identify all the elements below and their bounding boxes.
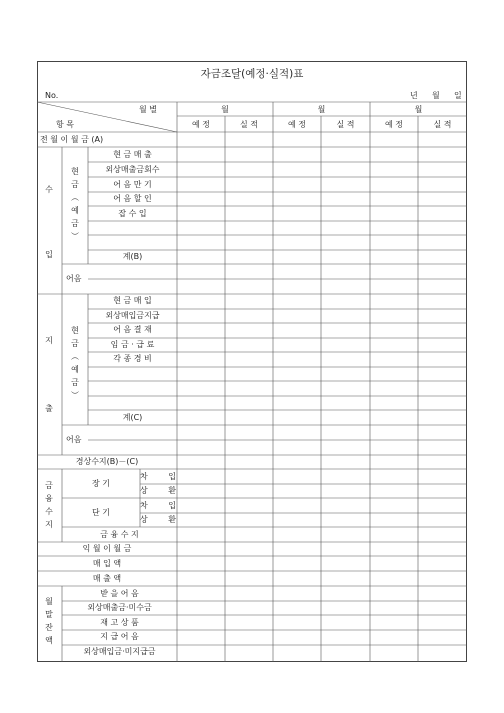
expense-section-char-1: 지 (45, 336, 53, 345)
income-section-char-2: 입 (45, 250, 53, 259)
finance-short-term-label: 단 기 (92, 508, 110, 517)
carry-in-label: 전 월 이 월 금 (A) (40, 135, 104, 144)
income-bill-label: 어음 (66, 274, 82, 283)
finance-long-repay: 상 환 (140, 486, 185, 495)
no-label: No. (45, 91, 59, 100)
header-month-col-3: 월 (414, 105, 423, 114)
expense-item-payable-payment: 외상매입금지급 (105, 311, 160, 320)
date-day-label: 일 (454, 91, 462, 100)
month-end-payables: 외상매입금·미지급금 (83, 647, 156, 656)
income-item-bill-discount: 어 음 할 인 (113, 194, 152, 203)
income-item-cash-sales: 현 금 매 출 (113, 150, 152, 159)
income-section-char-1: 수 (45, 185, 53, 194)
header-month-label: 월 별 (139, 105, 157, 114)
expense-section-char-2: 출 (45, 404, 53, 413)
sales-amount-label: 매 출 액 (92, 574, 122, 583)
expense-item-bill-settlement: 어 음 결 재 (113, 325, 152, 334)
income-item-bill-maturity: 어 음 만 기 (113, 180, 152, 189)
form-title: 자금조달(예정·실적)표 (200, 68, 304, 80)
header-sub-actual-3: 실 적 (433, 120, 452, 129)
date-month-label: 월 (432, 91, 440, 100)
expense-subtotal-label: 계(C) (122, 413, 143, 422)
finance-long-term-label: 장 기 (92, 479, 110, 488)
expense-item-expenses: 각 종 경 비 (113, 354, 152, 363)
month-end-receivables: 외상매출금·미수금 (87, 603, 152, 612)
month-end-notes-payable: 지 급 어 음 (100, 632, 139, 641)
month-end-section-label: 월 말 잔 액 (45, 597, 53, 645)
expense-bill-label: 어음 (66, 435, 82, 444)
expense-item-wages: 임 금 · 급 료 (110, 340, 155, 349)
purchase-amount-label: 매 입 액 (92, 559, 122, 568)
header-item-label: 항 목 (56, 120, 74, 129)
finance-balance-label: 금 융 수 지 (100, 530, 139, 539)
header-sub-planned-2: 예 정 (288, 120, 306, 129)
header-sub-planned-3: 예 정 (385, 120, 403, 129)
date-year-label: 년 (410, 91, 418, 100)
header-month-col-1: 월 (221, 105, 229, 114)
header-sub-planned-1: 예 정 (192, 120, 210, 129)
finance-short-repay: 상 환 (140, 515, 185, 524)
header-sub-actual-1: 실 적 (240, 120, 258, 129)
expense-cash-group-label: 현 금 ︵ 예 금 ︶ (71, 326, 79, 400)
header-sub-actual-2: 실 적 (336, 120, 355, 129)
finance-section-label: 금 융 수 지 (45, 481, 53, 529)
income-subtotal-label: 계(B) (122, 252, 143, 261)
income-item-misc: 잡 수 입 (118, 209, 147, 218)
month-end-inventory: 재 고 상 품 (100, 618, 139, 627)
finance-long-borrow: 차 입 (140, 472, 185, 481)
operating-balance-label: 경상수지(B)－(C) (75, 457, 139, 466)
income-item-receivable-collection: 외상매출금회수 (105, 165, 160, 174)
carry-over-label: 익 월 이 월 금 (82, 544, 132, 553)
expense-item-cash-purchase: 현 금 매 입 (113, 296, 152, 305)
header-month-col-2: 월 (317, 105, 326, 114)
finance-short-borrow: 차 입 (140, 501, 185, 510)
income-cash-group-label: 현 금 ︵ 예 금 ︶ (71, 167, 79, 241)
month-end-notes-receivable: 받 을 어 음 (100, 589, 139, 598)
